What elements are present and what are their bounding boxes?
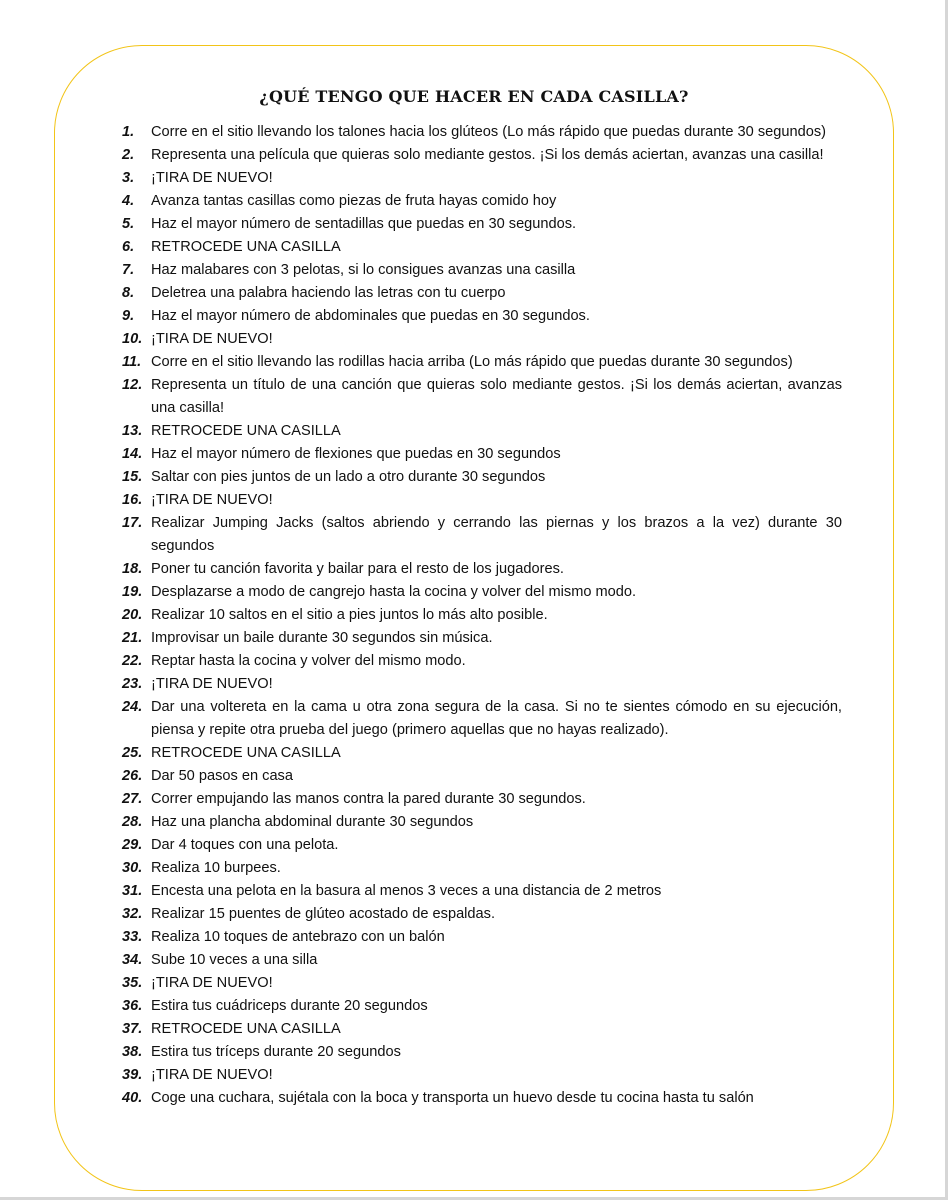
item-text: Estira tus cuádriceps durante 20 segundos — [151, 998, 428, 1014]
item-text: ¡TIRA DE NUEVO! — [151, 492, 273, 508]
item-number: 37. — [122, 1021, 143, 1037]
item-number: 3. — [122, 170, 135, 186]
item-number: 36. — [122, 998, 143, 1014]
list-item — [122, 236, 842, 259]
list-item — [122, 489, 842, 512]
item-number: 24. — [122, 699, 143, 715]
item-text: ¡TIRA DE NUEVO! — [151, 331, 273, 347]
item-number: 19. — [122, 584, 143, 600]
item-text: Desplazarse a modo de cangrejo hasta la cocina y volver del mismo modo. — [151, 584, 637, 600]
item-text: RETROCEDE UNA CASILLA — [151, 423, 341, 439]
list-item — [122, 512, 842, 558]
item-text: RETROCEDE UNA CASILLA — [151, 745, 341, 761]
list-item — [122, 834, 842, 857]
item-text: Realizar 10 saltos en el sitio a pies juntos lo más alto posible. — [151, 607, 548, 623]
item-number: 26. — [122, 768, 143, 784]
list-item — [122, 1064, 842, 1087]
item-number: 33. — [122, 929, 143, 945]
list-item — [122, 1018, 842, 1041]
list-item — [122, 673, 842, 696]
item-number: 32. — [122, 906, 143, 922]
item-number: 27. — [122, 791, 143, 807]
list-item — [122, 1041, 842, 1064]
list-item — [122, 259, 842, 282]
item-number: 6. — [122, 239, 135, 255]
item-number: 38. — [122, 1044, 143, 1060]
list-item — [122, 995, 842, 1018]
item-text: Representa una película que quieras solo mediante gestos. ¡Si los demás aciertan, avanzas una casilla! — [151, 147, 824, 163]
item-text: Haz malabares con 3 pelotas, si lo consigues avanzas una casilla — [151, 262, 576, 278]
item-text: Corre en el sitio llevando los talones hacia los glúteos (Lo más rápido que puedas durante 30 segundos) — [151, 124, 826, 140]
item-number: 20. — [122, 607, 143, 623]
item-number: 7. — [122, 262, 135, 278]
item-text: Representa un título de una canción que quieras solo mediante gestos. ¡Si los demás aciertan, avanzas una casilla! — [151, 377, 842, 416]
item-number: 30. — [122, 860, 143, 876]
list-item — [122, 788, 842, 811]
list-item — [122, 328, 842, 351]
page-title: ¿QUÉ TENGO QUE HACER EN CADA CASILLA? — [259, 87, 689, 106]
list-item — [122, 765, 842, 788]
item-number: 22. — [122, 653, 143, 669]
item-number: 4. — [122, 193, 135, 209]
item-text: Reptar hasta la cocina y volver del mismo modo. — [151, 653, 466, 669]
item-text: Coge una cuchara, sujétala con la boca y transporta un huevo desde tu cocina hasta tu salón — [151, 1090, 754, 1106]
item-text: Corre en el sitio llevando las rodillas hacia arriba (Lo más rápido que puedas durante 30 segundos) — [151, 354, 793, 370]
item-text: Realiza 10 toques de antebrazo con un balón — [151, 929, 445, 945]
item-text: Saltar con pies juntos de un lado a otro durante 30 segundos — [151, 469, 546, 485]
item-text: ¡TIRA DE NUEVO! — [151, 170, 273, 186]
item-text: Realizar 15 puentes de glúteo acostado de espaldas. — [151, 906, 496, 922]
item-number: 11. — [122, 354, 142, 370]
list-item — [122, 466, 842, 489]
list-item — [122, 420, 842, 443]
item-number: 28. — [122, 814, 143, 830]
item-text: Haz el mayor número de abdominales que puedas en 30 segundos. — [151, 308, 590, 324]
list-item — [122, 374, 842, 420]
item-number: 14. — [122, 446, 143, 462]
item-number: 12. — [122, 377, 143, 393]
item-text: Encesta una pelota en la basura al menos 3 veces a una distancia de 2 metros — [151, 883, 662, 899]
list-item — [122, 144, 842, 167]
item-number: 18. — [122, 561, 143, 577]
list-item — [122, 972, 842, 995]
item-text: ¡TIRA DE NUEVO! — [151, 975, 273, 991]
item-number: 1. — [122, 124, 135, 140]
item-text: Avanza tantas casillas como piezas de fruta hayas comido hoy — [151, 193, 557, 209]
item-number: 16. — [122, 492, 143, 508]
list-item — [122, 880, 842, 903]
item-number: 10. — [122, 331, 143, 347]
item-number: 2. — [122, 147, 135, 163]
item-number: 15. — [122, 469, 143, 485]
item-number: 9. — [122, 308, 135, 324]
list-item — [122, 1087, 842, 1110]
item-number: 21. — [122, 630, 143, 646]
list-item — [122, 811, 842, 834]
item-text: ¡TIRA DE NUEVO! — [151, 1067, 273, 1083]
item-text: Haz el mayor número de flexiones que puedas en 30 segundos — [151, 446, 561, 462]
item-text: Improvisar un baile durante 30 segundos sin música. — [151, 630, 493, 646]
list-item — [122, 282, 842, 305]
item-number: 39. — [122, 1067, 143, 1083]
item-number: 40. — [122, 1090, 143, 1106]
item-text: Haz una plancha abdominal durante 30 segundos — [151, 814, 474, 830]
item-text: Correr empujando las manos contra la pared durante 30 segundos. — [151, 791, 586, 807]
item-text: Sube 10 veces a una silla — [151, 952, 318, 968]
item-text: Poner tu canción favorita y bailar para el resto de los jugadores. — [151, 561, 564, 577]
item-text: Dar 4 toques con una pelota. — [151, 837, 339, 853]
item-number: 31. — [122, 883, 143, 899]
item-number: 13. — [122, 423, 143, 439]
item-number: 29. — [122, 837, 143, 853]
list-item — [122, 581, 842, 604]
list-item — [122, 351, 842, 374]
list-item — [122, 949, 842, 972]
list-item — [122, 903, 842, 926]
list-item — [122, 121, 842, 144]
list-item — [122, 213, 842, 236]
list-item — [122, 857, 842, 880]
item-number: 34. — [122, 952, 143, 968]
list-item — [122, 305, 842, 328]
item-number: 17. — [122, 515, 143, 531]
list-item — [122, 696, 842, 742]
item-text: Deletrea una palabra haciendo las letras con tu cuerpo — [151, 285, 506, 301]
item-text: Haz el mayor número de sentadillas que puedas en 30 segundos. — [151, 216, 577, 232]
list-item — [122, 604, 842, 627]
item-number: 8. — [122, 285, 135, 301]
item-text: Realizar Jumping Jacks (saltos abriendo y cerrando las piernas y los brazos a la vez) durante 30 segundos — [151, 515, 842, 554]
list-item — [122, 742, 842, 765]
list-item — [122, 190, 842, 213]
list-item — [122, 443, 842, 466]
instruction-list — [122, 121, 842, 1110]
item-text: RETROCEDE UNA CASILLA — [151, 1021, 341, 1037]
item-text: Estira tus tríceps durante 20 segundos — [151, 1044, 401, 1060]
list-item — [122, 627, 842, 650]
item-text: Dar una voltereta en la cama u otra zona segura de la casa. Si no te sientes cómodo en su ejecución, piensa y repite otra prueba del juego (primero aquellas que no hayas realizado). — [151, 699, 842, 738]
item-number: 5. — [122, 216, 135, 232]
item-text: Realiza 10 burpees. — [151, 860, 281, 876]
item-number: 23. — [122, 676, 143, 692]
item-number: 25. — [122, 745, 143, 761]
item-text: ¡TIRA DE NUEVO! — [151, 676, 273, 692]
list-item — [122, 167, 842, 190]
item-text: RETROCEDE UNA CASILLA — [151, 239, 341, 255]
item-number: 35. — [122, 975, 143, 991]
list-item — [122, 650, 842, 673]
item-text: Dar 50 pasos en casa — [151, 768, 293, 784]
list-item — [122, 558, 842, 581]
list-item — [122, 926, 842, 949]
